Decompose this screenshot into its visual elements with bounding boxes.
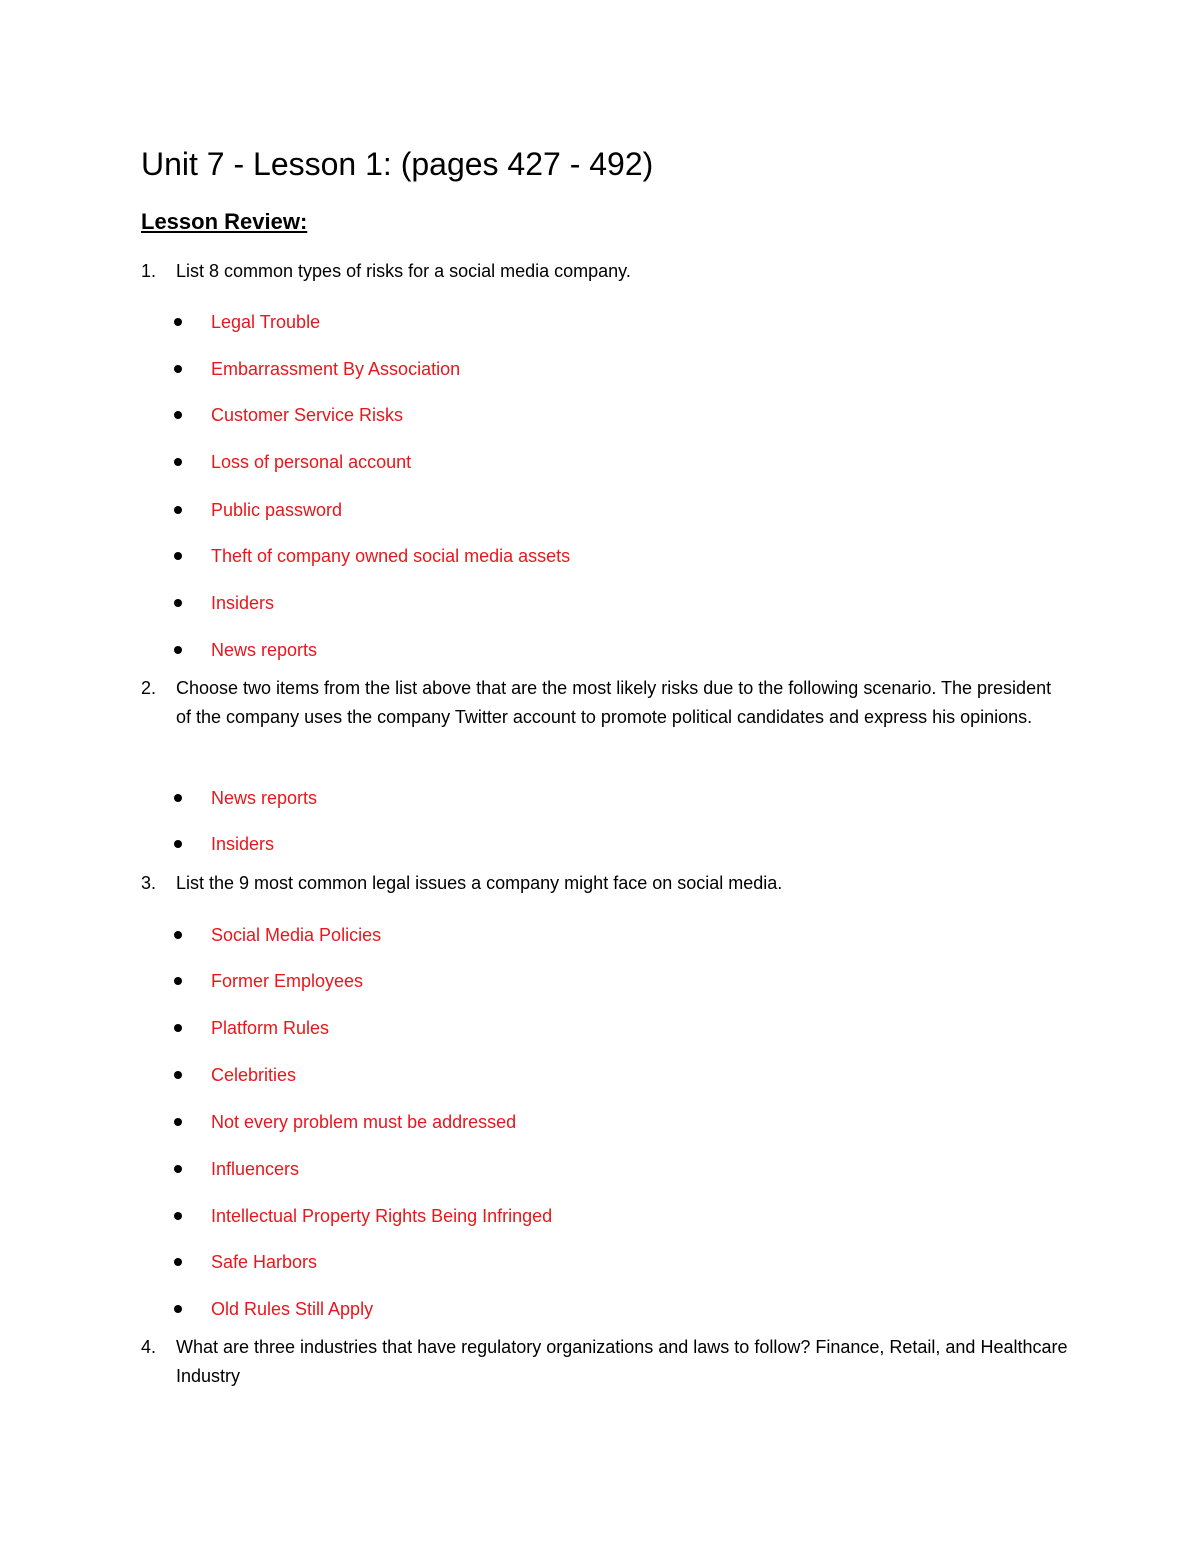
- bullet-icon: [174, 1071, 182, 1079]
- question-number: 4.: [141, 1337, 157, 1357]
- question-number: 1.: [141, 261, 157, 281]
- question-text: List the 9 most common legal issues a company might face on social media.: [176, 873, 783, 893]
- question-4: [141, 1333, 1071, 1390]
- bullet-icon: [174, 599, 182, 607]
- question-text: Choose two items from the list above that are the most likely risks due to the following scenario. The president of the company uses the company Twitter account to promote political candidates and express his opinions.: [176, 678, 1052, 727]
- answer-text: Loss of personal account: [211, 452, 412, 472]
- question-1: [141, 257, 1071, 286]
- answer-text: Embarrassment By Association: [211, 359, 461, 379]
- answer-text: Not every problem must be addressed: [211, 1112, 517, 1132]
- bullet-icon: [174, 365, 182, 373]
- bullet-icon: [174, 646, 182, 654]
- bullet-icon: [174, 1305, 182, 1313]
- question-3: [141, 869, 1071, 898]
- question-text: List 8 common types of risks for a social media company.: [176, 261, 631, 281]
- question-2: [141, 674, 1071, 731]
- answer-text: Theft of company owned social media assets: [211, 546, 571, 566]
- bullet-icon: [174, 977, 182, 985]
- bullet-icon: [174, 931, 182, 939]
- answer-text: Influencers: [211, 1159, 300, 1179]
- bullet-icon: [174, 1212, 182, 1220]
- answer-text: News reports: [211, 788, 318, 808]
- answer-text: Insiders: [211, 834, 275, 854]
- answer-text: Customer Service Risks: [211, 405, 404, 425]
- answer-text: Insiders: [211, 593, 275, 613]
- question-number: 2.: [141, 678, 157, 698]
- bullet-icon: [174, 1165, 182, 1173]
- answer-text: Platform Rules: [211, 1018, 330, 1038]
- answer-text: Former Employees: [211, 971, 364, 991]
- bullet-icon: [174, 1024, 182, 1032]
- bullet-icon: [174, 840, 182, 848]
- answer-text: Legal Trouble: [211, 312, 321, 332]
- answer-text: Old Rules Still Apply: [211, 1299, 374, 1319]
- answer-text: Celebrities: [211, 1065, 297, 1085]
- bullet-icon: [174, 318, 182, 326]
- answer-text: Intellectual Property Rights Being Infringed: [211, 1206, 553, 1226]
- bullet-icon: [174, 411, 182, 419]
- bullet-icon: [174, 1258, 182, 1266]
- bullet-icon: [174, 458, 182, 466]
- answer-text: News reports: [211, 640, 318, 660]
- document-title: Unit 7 - Lesson 1: (pages 427 - 492): [141, 146, 654, 182]
- answer-text: Public password: [211, 500, 343, 520]
- bullet-icon: [174, 1118, 182, 1126]
- bullet-icon: [174, 794, 182, 802]
- section-heading: Lesson Review:: [141, 209, 308, 234]
- question-text: What are three industries that have regulatory organizations and laws to follow? Finance, Retail, and Healthcare Industry: [176, 1337, 1068, 1386]
- question-number: 3.: [141, 873, 157, 893]
- bullet-icon: [174, 506, 182, 514]
- answer-text: Safe Harbors: [211, 1252, 318, 1272]
- answer-text: Social Media Policies: [211, 925, 382, 945]
- bullet-icon: [174, 552, 182, 560]
